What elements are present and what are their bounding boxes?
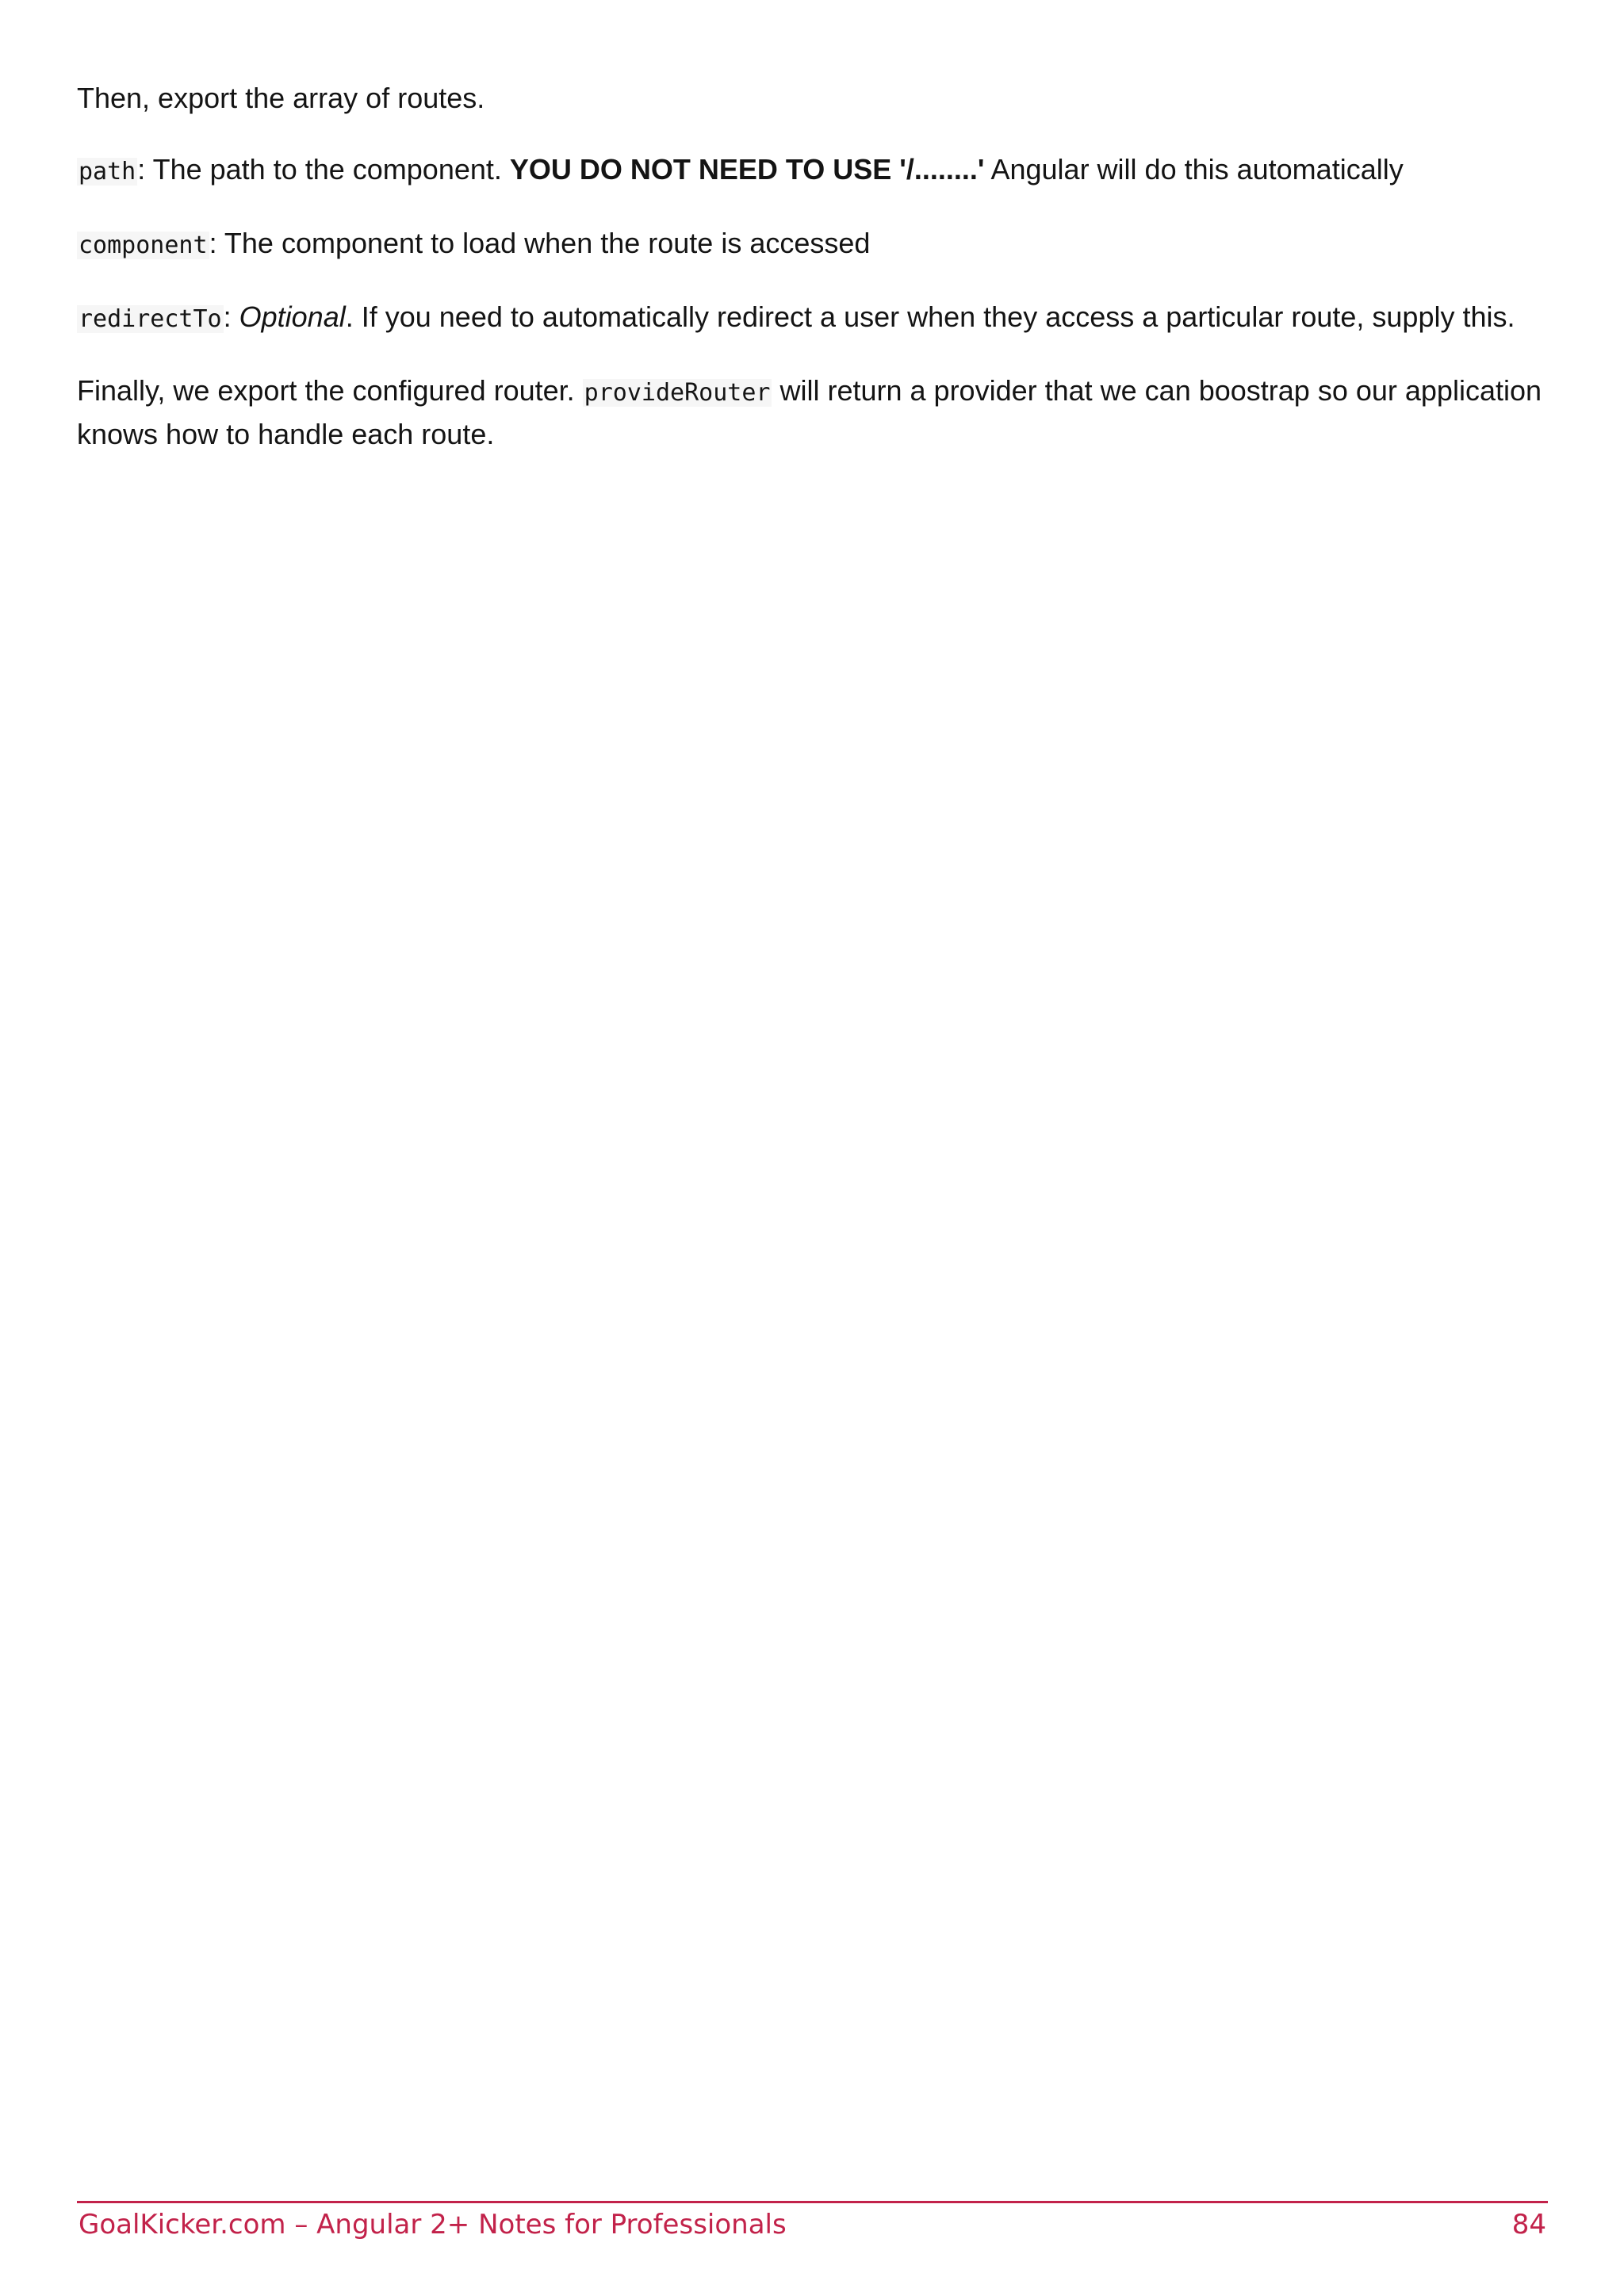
- redirect-text: . If you need to automatically redirect a user when they access a particular route, supply this.: [345, 300, 1515, 333]
- intro-text: Then, export the array of routes.: [77, 82, 485, 114]
- redirect-separator: :: [223, 300, 239, 333]
- path-code: path: [79, 158, 136, 186]
- redirect-code: redirectTo: [79, 305, 222, 333]
- path-text: : The path to the component.: [137, 153, 510, 186]
- path-paragraph: [77, 149, 1552, 193]
- finally-text-after: will return a provider that we can boostrap so our application knows how to handle each route.: [77, 374, 1542, 450]
- finally-text: Finally, we export the configured router.: [77, 374, 583, 407]
- redirect-optional: Optional: [239, 300, 346, 333]
- page-number: 84: [1511, 2209, 1546, 2241]
- path-text-after: Angular will do this automatically: [984, 153, 1404, 186]
- page-content: [77, 78, 1552, 485]
- redirect-paragraph: [77, 297, 1552, 340]
- provide-router-code: provideRouter: [584, 379, 771, 407]
- finally-paragraph: [77, 370, 1552, 455]
- path-bold-note: YOU DO NOT NEED TO USE '/........': [509, 153, 985, 186]
- component-paragraph: [77, 223, 1552, 266]
- component-text: : The component to load when the route is accessed: [209, 227, 871, 259]
- intro-paragraph: [77, 78, 1552, 119]
- component-code: component: [79, 232, 208, 259]
- footer-title: GoalKicker.com – Angular 2+ Notes for Professionals: [79, 2209, 787, 2241]
- footer-divider: [77, 2201, 1548, 2203]
